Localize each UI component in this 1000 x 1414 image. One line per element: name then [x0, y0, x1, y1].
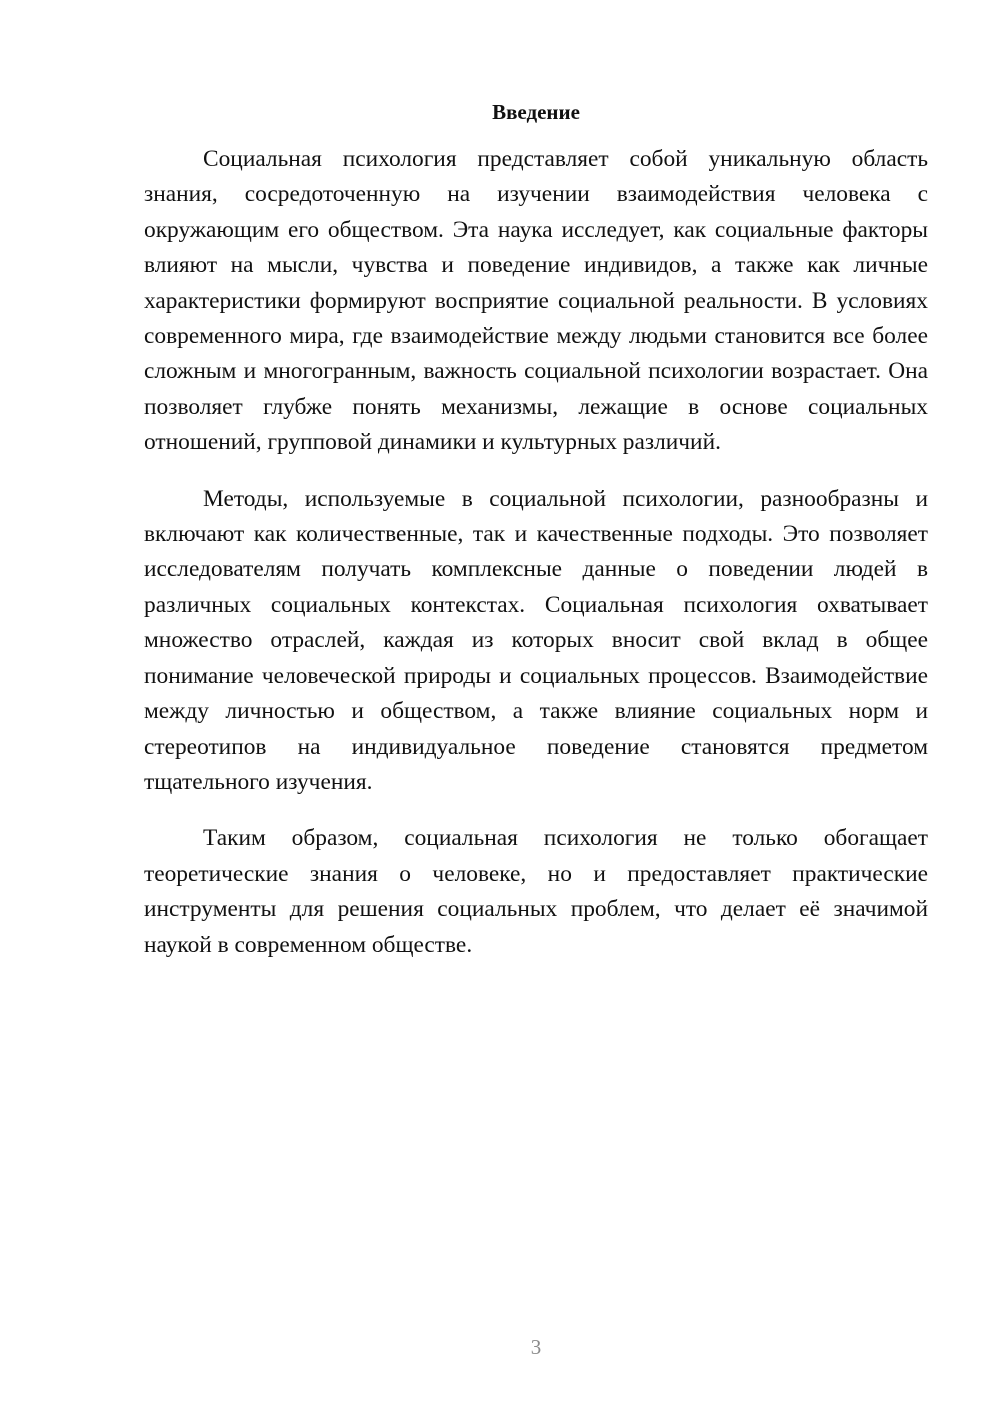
page-number: 3 [530, 1335, 542, 1359]
paragraph-1: Социальная психология представляет собой уникальную область знания, сосредоточенную на изучении взаимодействия человека с окружающим его обществом. Эта наука исследует, как социальные факторы влияют на мысли, чувства и поведение индивидов, а также как личные характеристики формируют восприятие социальной реальности. В условиях современного мира, где взаимодействие между людьми становится все более сложным и многогранным, важность социальной психологии возрастает. Она позволяет глубже понять механизмы, лежащие в основе социальных отношений, групповой динамики и культурных различий. [144, 146, 928, 456]
paragraph-2: Методы, используемые в социальной психологии, разнообразны и включают как количественные, так и качественные подходы. Это позволяет исследователям получать комплексные данные о поведении людей в различных социальных контекстах. Социальная психология охватывает множество отраслей, каждая из которых вносит свой вклад в общее понимание человеческой природы и социальных процессов. Взаимодействие между личностью и обществом, а также влияние социальных норм и стереотипов на индивидуальное поведение становятся предметом тщательного изучения. [144, 485, 928, 795]
page-title: Введение [492, 100, 580, 124]
paragraph-3: Таким образом, социальная психология не только обогащает теоретические знания о человеке, но и предоставляет практические инструменты для решения социальных проблем, что делает её значимой наукой в современном обществе. [144, 825, 928, 958]
body-text [144, 142, 928, 984]
